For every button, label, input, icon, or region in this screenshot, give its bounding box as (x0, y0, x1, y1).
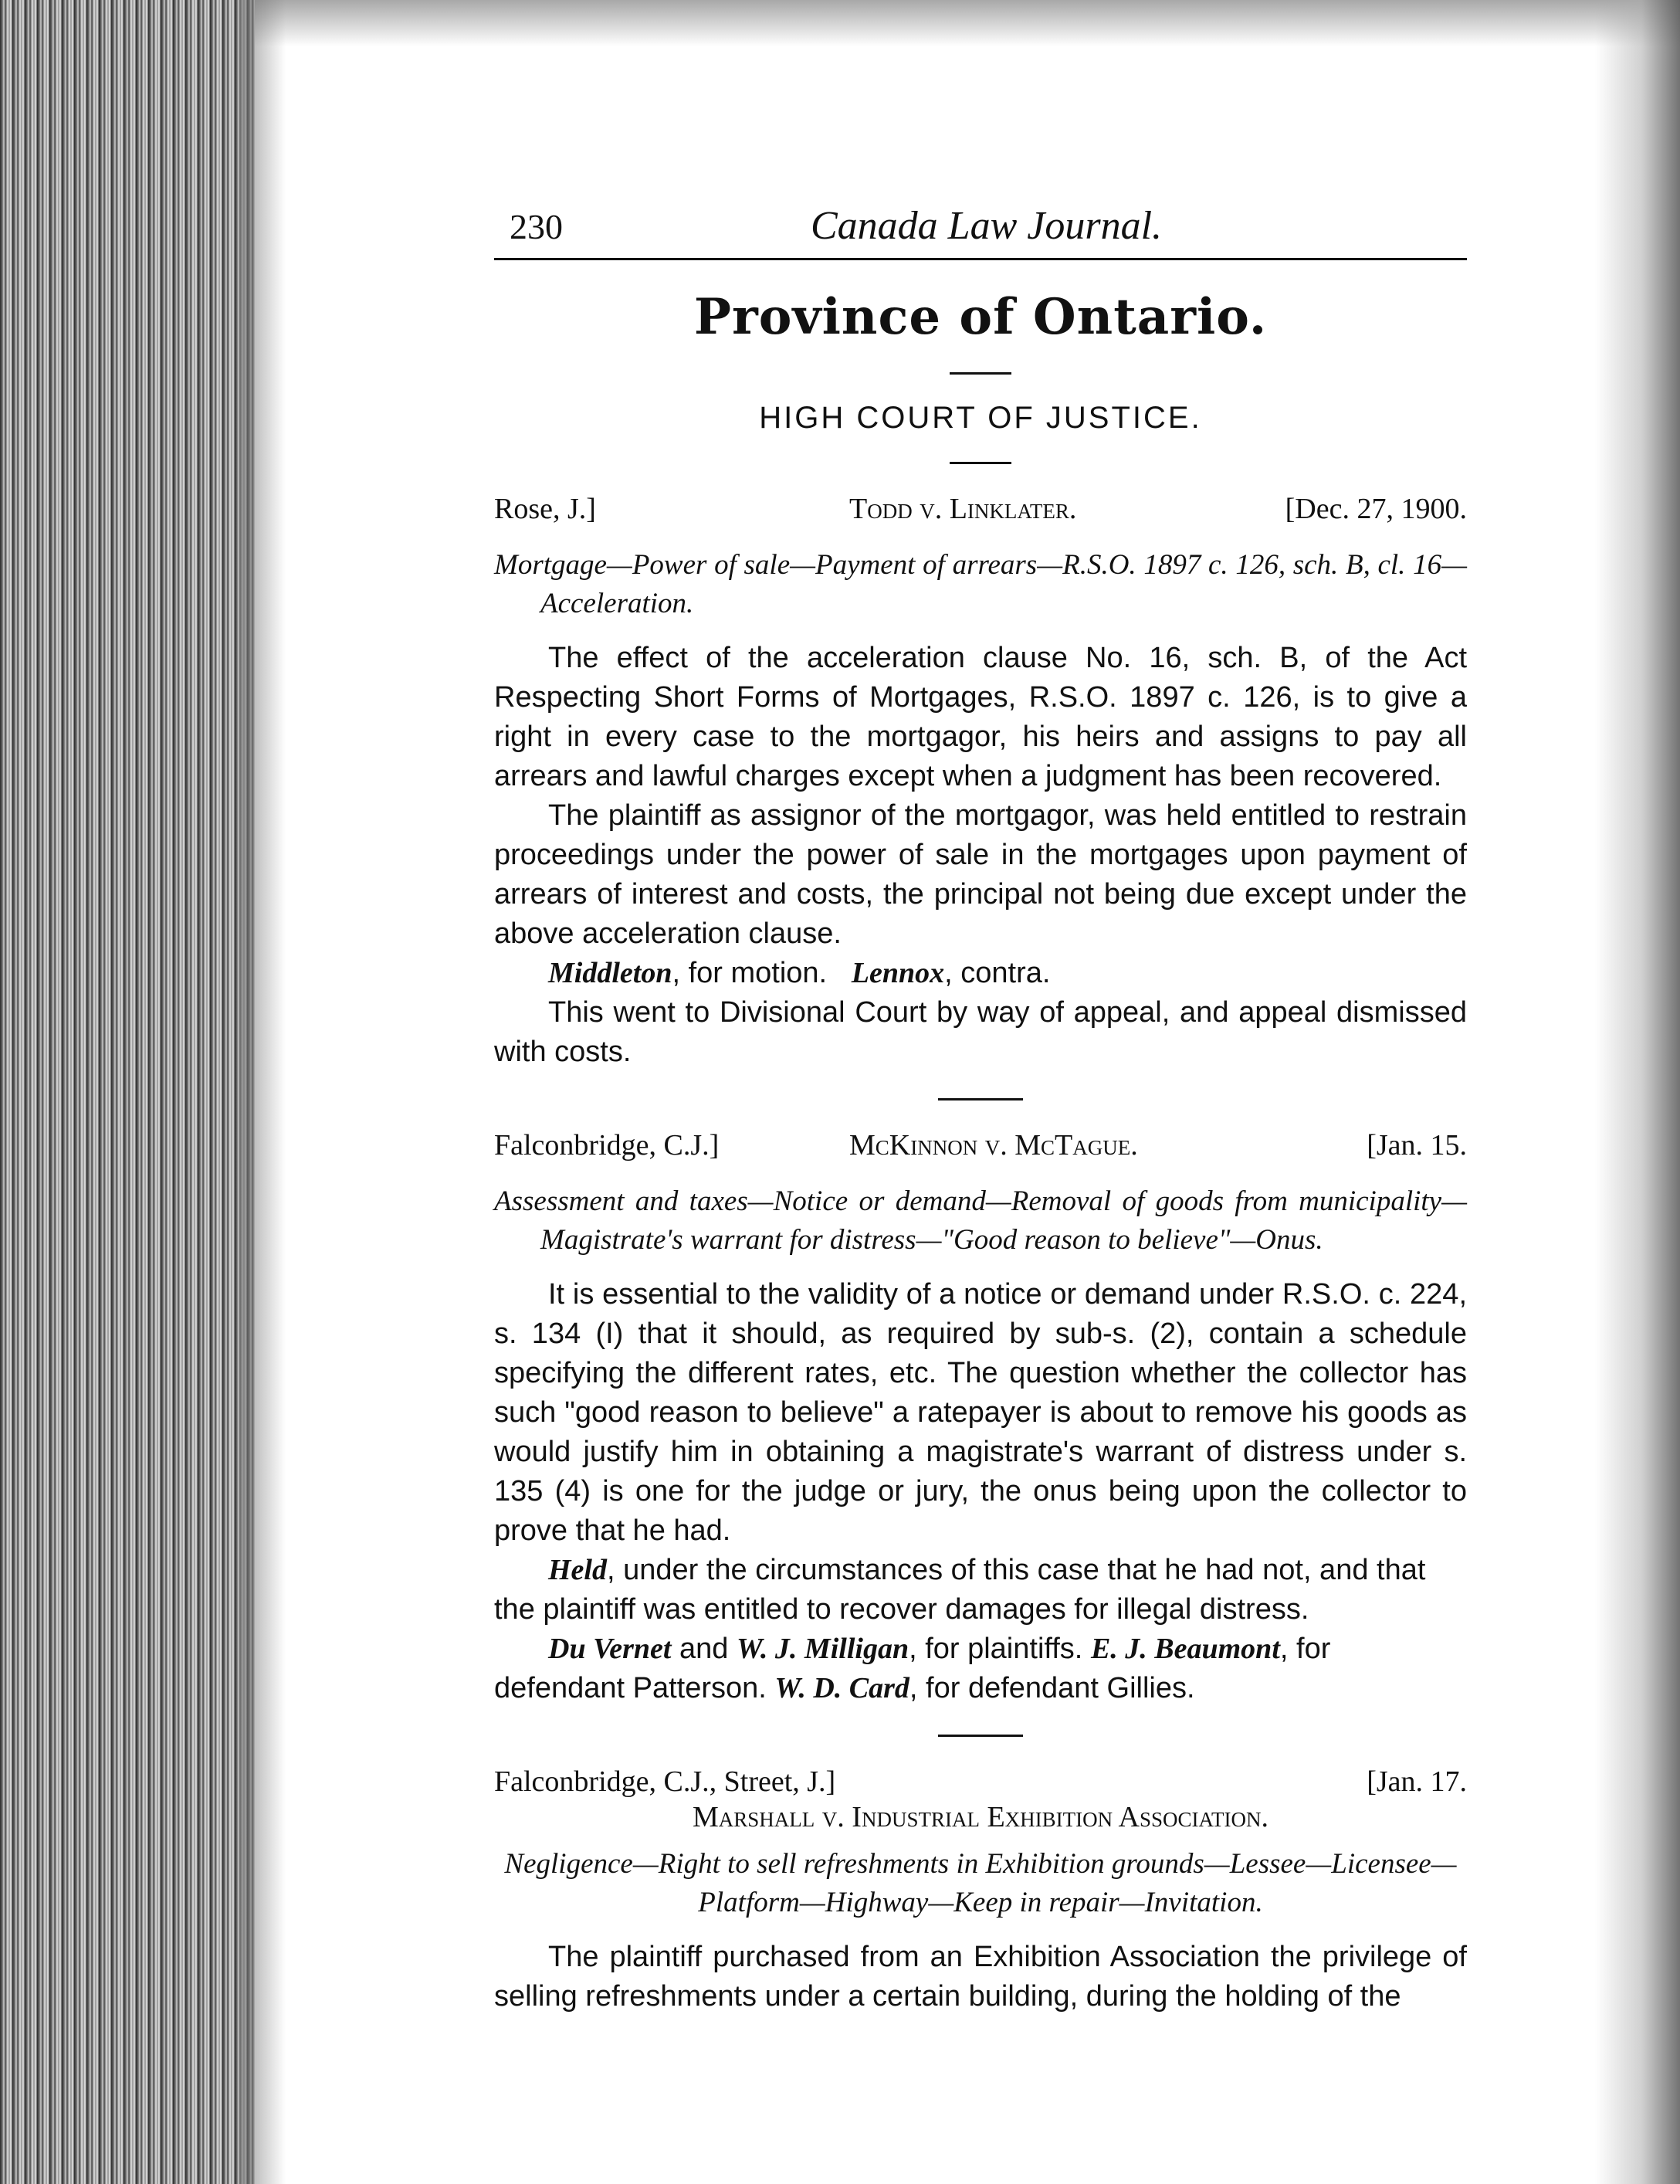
book-gutter (0, 0, 255, 2184)
counsel-role: , for motion. (672, 957, 828, 989)
counsel-name: Middleton (548, 957, 672, 989)
case-parties: Marshall v. Industrial Exhibition Association. (693, 1801, 1268, 1833)
case-heading (494, 1128, 1467, 1172)
court-title: HIGH COURT OF JUSTICE. (759, 401, 1202, 435)
running-head (494, 193, 1467, 260)
journal-page (494, 193, 1467, 2016)
case-heading (494, 1765, 1467, 1803)
counsel-join: and (671, 1633, 737, 1665)
divider (938, 1098, 1023, 1100)
case-note: This went to Divisional Court by way of appeal, and appeal dismissed with costs. (494, 996, 1467, 1068)
held-word: Held (548, 1554, 607, 1586)
case-date: [Jan. 15. (1367, 1129, 1467, 1162)
case-date: [Jan. 17. (1367, 1765, 1467, 1798)
counsel-role: , for plaintiffs. (909, 1633, 1091, 1665)
held-paragraph (494, 1551, 1467, 1630)
divider (950, 372, 1011, 375)
case-paragraph: The effect of the acceleration clause No. 16, sch. B, of the Act Respecting Short Forms of Mortgages, R.S.O. 1897 c. 126, is to give a right in every case to the mortgagor, his heirs and assigns to pay all arrears and lawful charges except when a judgment has been recovered. (494, 642, 1467, 792)
counsel-role: , for defendant Patterson. (494, 1633, 1331, 1704)
case-judge: Rose, J.] (494, 493, 596, 525)
case-paragraph: The plaintiff purchased from an Exhibition Association the privilege of selling refreshments under a certain building, during the holding of the (494, 1941, 1467, 2013)
divider (950, 462, 1011, 464)
case-judge: Falconbridge, C.J.] (494, 1129, 720, 1162)
counsel-name: W. J. Milligan (736, 1633, 909, 1665)
catchwords: Negligence—Right to sell refreshments in Exhibition grounds—Lessee—Licensee—Platform—Highway—Keep in repair—Invitation. (504, 1848, 1457, 1918)
catchwords: Assessment and taxes—Notice or demand—Removal of goods from municipality—Magistrate's warrant for distress—"Good reason to believe"—Onus. (494, 1185, 1467, 1256)
case-judge: Falconbridge, C.J., Street, J.] (494, 1765, 836, 1798)
counsel-role: , contra. (944, 957, 1051, 989)
case-paragraph: It is essential to the validity of a notice or demand under R.S.O. c. 224, s. 134 (I) that it should, as required by sub-s. (2), contain a schedule specifying the different rates, etc. The question whether the collector has such "good reason to believe" a ratepayer is about to remove his goods as would justify him in obtaining a magistrate's warrant of distress under s. 135 (4) is one for the judge or jury, the onus being upon the collector to prove that he had. (494, 1278, 1467, 1547)
case-parties: McKinnon v. McTague. (849, 1129, 1138, 1162)
counsel-name: Du Vernet (548, 1633, 672, 1665)
counsel-name: W. D. Card (774, 1672, 909, 1704)
section-title: Province of Ontario. (693, 288, 1268, 346)
page-top-shadow (255, 0, 1680, 46)
held-text: , under the circumstances of this case that he had not, and that the plaintiff was entitled to recover damages for illegal distress. (494, 1554, 1426, 1626)
catchwords: Mortgage—Power of sale—Payment of arrears—R.S.O. 1897 c. 126, sch. B, cl. 16—Acceleration. (494, 549, 1467, 619)
counsel-role: , for defendant Gillies. (909, 1672, 1195, 1704)
divider (938, 1735, 1023, 1737)
counsel-line (494, 954, 1467, 993)
counsel-line (494, 1630, 1467, 1708)
case-paragraph: The plaintiff as assignor of the mortgagor, was held entitled to restrain proceedings under the power of sale in the mortgages upon payment of arrears of interest and costs, the principal not being due except under the above acceleration clause. (494, 799, 1467, 950)
case-parties: Todd v. Linklater. (849, 493, 1077, 525)
page-number: 230 (510, 207, 563, 246)
case-heading (494, 492, 1467, 535)
counsel-name: Lennox (851, 957, 945, 989)
journal-title: Canada Law Journal. (811, 204, 1163, 248)
counsel-name: E. J. Beaumont (1090, 1633, 1280, 1665)
page-edge-shadow (1595, 0, 1680, 2184)
case-date: [Dec. 27, 1900. (1285, 493, 1467, 525)
